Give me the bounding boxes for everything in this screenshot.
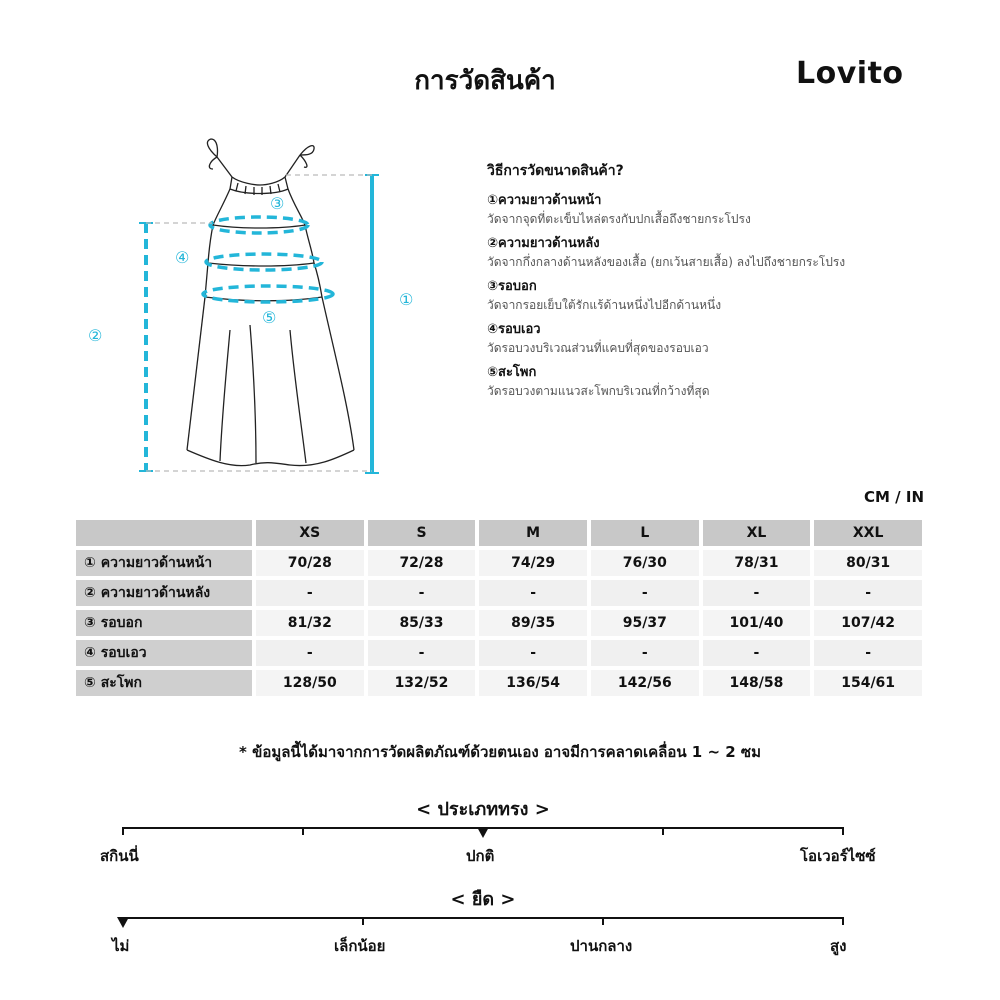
stretch-label-medium: ปานกลาง bbox=[570, 937, 633, 955]
row-label: ① ความยาวด้านหน้า bbox=[76, 550, 252, 576]
guide-description: วัดจากกึ่งกลางด้านหลังของเสื้อ (ยกเว้นสายเสื้อ) ลงไปถึงชายกระโปรง bbox=[487, 255, 846, 269]
table-cell: 154/61 bbox=[814, 670, 922, 696]
table-row bbox=[76, 550, 922, 576]
guide-item-back-length bbox=[487, 233, 967, 271]
table-cell: - bbox=[591, 640, 699, 666]
table-cell: 78/31 bbox=[703, 550, 811, 576]
table-row bbox=[76, 640, 922, 666]
row-label: ⑤ สะโพก bbox=[76, 670, 252, 696]
guide-item-bust bbox=[487, 276, 967, 314]
guide-item-front-length bbox=[487, 190, 967, 228]
fit-scale-title: < ประเภททรง > bbox=[416, 799, 550, 820]
table-cell: - bbox=[814, 640, 922, 666]
guide-description: วัดรอบวงตามแนวสะโพกบริเวณที่กว้างที่สุด bbox=[487, 384, 710, 398]
size-header: L bbox=[591, 520, 699, 546]
table-cell: 89/35 bbox=[479, 610, 587, 636]
table-row bbox=[76, 580, 922, 606]
fit-scale-tick bbox=[662, 827, 664, 835]
stretch-scale-tick bbox=[602, 917, 604, 925]
table-header-row bbox=[76, 520, 922, 546]
table-corner bbox=[76, 520, 252, 546]
size-header: XXL bbox=[814, 520, 922, 546]
marker-2: ② bbox=[88, 326, 103, 345]
measurement-note: * ข้อมูลนี้ได้มาจากการวัดผลิตภัณฑ์ด้วยตนเอง อาจมีการคลาดเคลื่อน 1 ~ 2 ซม bbox=[239, 743, 761, 761]
table-cell: - bbox=[703, 580, 811, 606]
table-cell: 74/29 bbox=[479, 550, 587, 576]
table-cell: 148/58 bbox=[703, 670, 811, 696]
stretch-label-none: ไม่ bbox=[112, 937, 130, 955]
table-cell: 128/50 bbox=[256, 670, 364, 696]
measure-guide bbox=[487, 190, 967, 405]
table-cell: - bbox=[479, 580, 587, 606]
fit-scale-tick bbox=[842, 827, 844, 835]
size-table bbox=[72, 516, 926, 700]
unit-label: CM / IN bbox=[864, 488, 924, 506]
stretch-selected-marker-icon bbox=[117, 917, 129, 928]
table-cell: - bbox=[256, 640, 364, 666]
marker-5: ⑤ bbox=[262, 308, 277, 327]
table-cell: - bbox=[368, 640, 476, 666]
table-row bbox=[76, 670, 922, 696]
guide-item-hip bbox=[487, 362, 967, 400]
table-cell: - bbox=[591, 580, 699, 606]
row-label: ② ความยาวด้านหลัง bbox=[76, 580, 252, 606]
stretch-scale-tick bbox=[842, 917, 844, 925]
table-cell: 76/30 bbox=[591, 550, 699, 576]
table-cell: 132/52 bbox=[368, 670, 476, 696]
size-header: S bbox=[368, 520, 476, 546]
guide-description: วัดจากรอยเย็บใต้รักแร้ด้านหนึ่งไปอีกด้านหนึ่ง bbox=[487, 298, 722, 312]
guide-description: วัดจากจุดที่ตะเข็บไหล่ตรงกับปกเสื้อถึงชายกระโปรง bbox=[487, 212, 751, 226]
brand-logo: Lovito bbox=[796, 56, 904, 91]
guide-description: วัดรอบวงบริเวณส่วนที่แคบที่สุดของรอบเอว bbox=[487, 341, 709, 355]
table-cell: 142/56 bbox=[591, 670, 699, 696]
marker-1: ① bbox=[399, 290, 414, 309]
table-cell: - bbox=[479, 640, 587, 666]
table-cell: 101/40 bbox=[703, 610, 811, 636]
stretch-scale-bar bbox=[122, 917, 844, 919]
fit-selected-marker-icon bbox=[477, 827, 489, 838]
size-header: XS bbox=[256, 520, 364, 546]
stretch-label-high: สูง bbox=[830, 937, 847, 955]
fit-label-regular: ปกติ bbox=[466, 847, 495, 865]
table-cell: 72/28 bbox=[368, 550, 476, 576]
stretch-scale-title: < ยืด > bbox=[450, 889, 516, 910]
size-header: M bbox=[479, 520, 587, 546]
table-cell: 70/28 bbox=[256, 550, 364, 576]
fit-label-oversize: โอเวอร์ไซซ์ bbox=[800, 847, 876, 865]
table-cell: - bbox=[814, 580, 922, 606]
table-cell: - bbox=[703, 640, 811, 666]
fit-scale-tick bbox=[122, 827, 124, 835]
table-cell: 95/37 bbox=[591, 610, 699, 636]
size-header: XL bbox=[703, 520, 811, 546]
page-title: การวัดสินค้า bbox=[414, 66, 556, 96]
stretch-scale-tick bbox=[362, 917, 364, 925]
table-cell: 136/54 bbox=[479, 670, 587, 696]
row-label: ③ รอบอก bbox=[76, 610, 252, 636]
guide-heading: ⑤สะโพก bbox=[487, 365, 537, 380]
table-cell: 81/32 bbox=[256, 610, 364, 636]
stretch-label-slight: เล็กน้อย bbox=[334, 937, 386, 955]
table-cell: - bbox=[368, 580, 476, 606]
table-row bbox=[76, 610, 922, 636]
table-cell: 85/33 bbox=[368, 610, 476, 636]
marker-4: ④ bbox=[175, 248, 190, 267]
marker-3: ③ bbox=[270, 194, 285, 213]
table-cell: 80/31 bbox=[814, 550, 922, 576]
fit-label-skinny: สกินนี่ bbox=[100, 847, 139, 865]
guide-heading: ①ความยาวด้านหน้า bbox=[487, 193, 602, 208]
row-label: ④ รอบเอว bbox=[76, 640, 252, 666]
guide-heading: ②ความยาวด้านหลัง bbox=[487, 236, 600, 251]
guide-item-waist bbox=[487, 319, 967, 357]
fit-scale-tick bbox=[302, 827, 304, 835]
guide-heading: ④รอบเอว bbox=[487, 322, 541, 337]
guide-question: วิธีการวัดขนาดสินค้า? bbox=[487, 163, 624, 179]
table-cell: 107/42 bbox=[814, 610, 922, 636]
guide-heading: ③รอบอก bbox=[487, 279, 537, 294]
table-cell: - bbox=[256, 580, 364, 606]
